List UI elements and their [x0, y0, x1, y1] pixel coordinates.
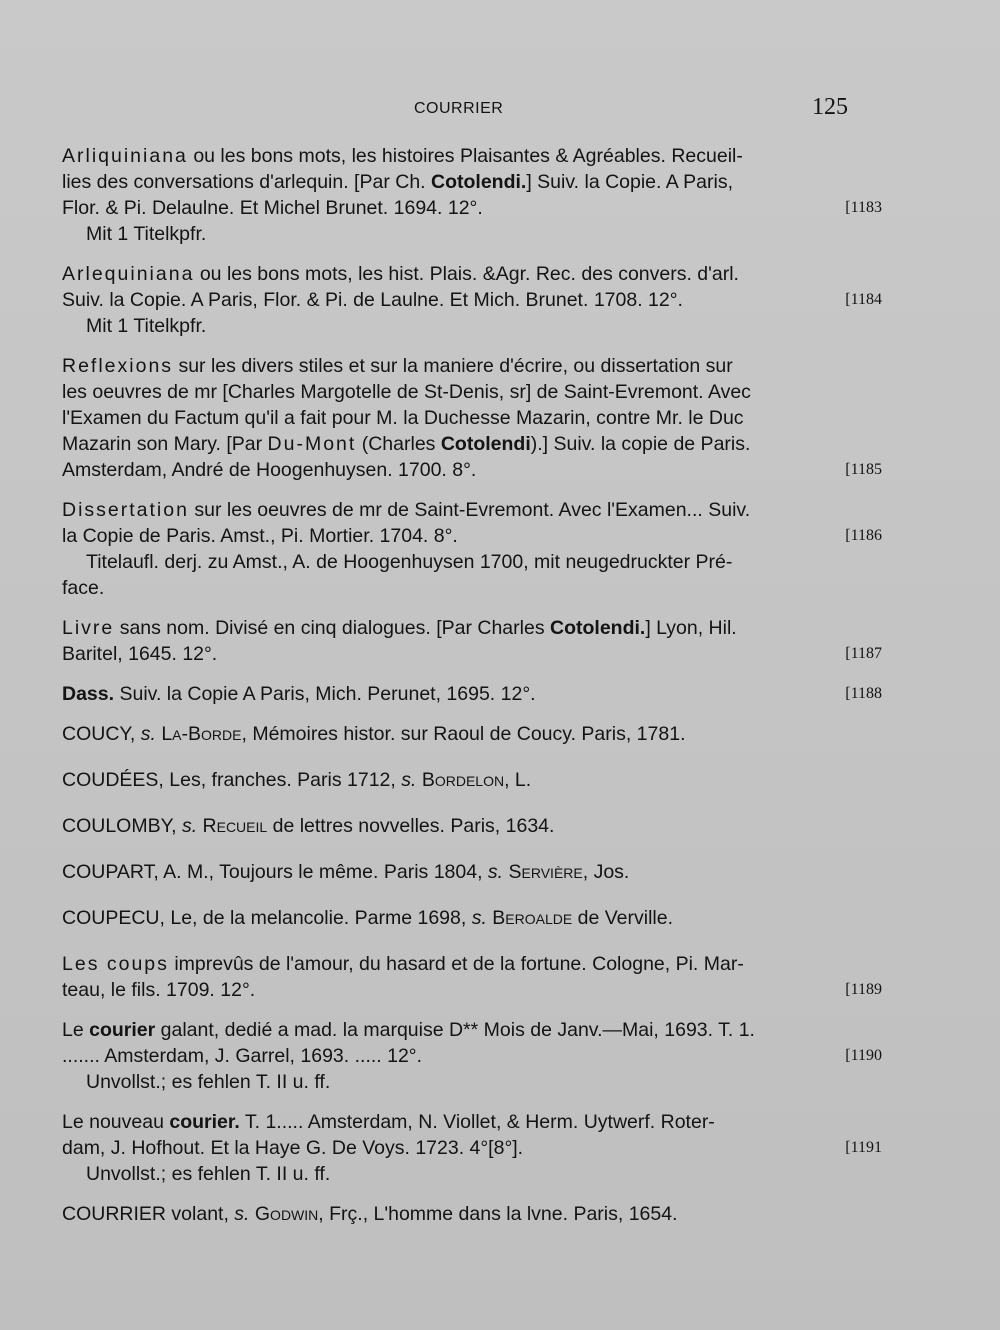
entry-note: Unvollst.; es fehlen T. II u. ff. — [86, 1071, 331, 1093]
entry-number: [1186 — [845, 527, 882, 544]
entry-1186: Dissertation sur les oeuvres de mr de Saint-Evremont. Avec l'Examen... Suiv. la Copie de Paris. Amst., Pi. Mortier. 1704. 8°. [1186 Titelaufl. derj. zu Amst., A. de Hoogenhuysen 1700, mit neugedruckter Pré- face. — [62, 499, 882, 599]
entry-1183: Arliquiniana ou les bons mots, les histoires Plaisantes & Agréables. Recueil- lies des conversations d'arlequin. [Par Ch. Cotolendi.] Suiv. la Copie. A Paris, Flor. & Pi. Delaulne. Et Michel Brunet. 1694. 12°. [1183 Mit 1 Titelkpfr. — [62, 145, 882, 245]
entry-coupecu: COUPECU, Le, de la melancolie. Parme 1698, s. Beroalde de Verville. — [62, 907, 674, 929]
bibliography-entries — [62, 143, 882, 1241]
entry-number: [1183 — [845, 199, 882, 216]
entry-number: [1184 — [845, 291, 882, 308]
entry-note: Mit 1 Titelkpfr. — [86, 315, 207, 337]
entry-1187: Livre sans nom. Divisé en cinq dialogues. [Par Charles Cotolendi.] Lyon, Hil. Baritel, 1645. 12°. [1187 — [62, 617, 882, 665]
entry-number: [1191 — [845, 1139, 882, 1156]
entry-coudees: COUDÉES, Les, franches. Paris 1712, s. Bordelon, L. — [62, 769, 532, 791]
entry-number: [1190 — [845, 1047, 882, 1064]
page-number: 125 — [812, 94, 848, 120]
entry-coulomby: COULOMBY, s. Recueil de lettres novvelles. Paris, 1634. — [62, 815, 555, 837]
entry-note: Titelaufl. derj. zu Amst., A. de Hoogenhuysen 1700, mit neugedruckter Pré- — [86, 551, 733, 573]
entry-coucy: COUCY, s. La-Borde, Mémoires histor. sur Raoul de Coucy. Paris, 1781. — [62, 723, 686, 745]
entry-note: Unvollst.; es fehlen T. II u. ff. — [86, 1163, 331, 1185]
entry-1184: Arlequiniana ou les bons mots, les hist. Plais. &Agr. Rec. des convers. d'arl. Suiv. la Copie. A Paris, Flor. & Pi. de Laulne. Et Mich. Brunet. 1708. 12°. [1184 Mit 1 Titelkpfr. — [62, 263, 882, 337]
entry-coupart: COUPART, A. M., Toujours le même. Paris 1804, s. Servière, Jos. — [62, 861, 630, 883]
entry-number: [1189 — [845, 981, 882, 998]
entry-1188: Dass. Suiv. la Copie A Paris, Mich. Perunet, 1695. 12°. [1188 — [62, 683, 882, 705]
entry-number: [1185 — [845, 461, 882, 478]
entry-1190: Le courier galant, dedié a mad. la marquise D** Mois de Janv.—Mai, 1693. T. 1. ....... Amsterdam, J. Garrel, 1693. ..... 12°. [1190 Unvollst.; es fehlen T. II u. ff. — [62, 1019, 882, 1093]
entry-number: [1188 — [845, 685, 882, 702]
entry-1189: Les coups imprevûs de l'amour, du hasard et de la fortune. Cologne, Pi. Mar- teau, le fils. 1709. 12°. [1189 — [62, 953, 882, 1001]
entry-number: [1187 — [845, 645, 882, 662]
entry-1185: Reflexions sur les divers stiles et sur la maniere d'écrire, ou dissertation sur les oeuvres de mr [Charles Margotelle de St-Denis, sr] de Saint-Evremont. Avec l'Examen du Factum qu'il a fait pour M. la Duchesse Mazarin, contre Mr. le Duc Mazarin son Mary. [Par Du-Mont (Charles Cotolendi).] Suiv. la copie de Paris. Amsterdam, André de Hoogenhuysen. 1700. 8°. [1185 — [62, 355, 882, 481]
running-title: COURRIER — [414, 100, 504, 117]
entry-1191: Le nouveau courier. T. 1..... Amsterdam, N. Viollet, & Herm. Uytwerf. Roter- dam, J. Hofhout. Et la Haye G. De Voys. 1723. 4°[8°]. [1191 Unvollst.; es fehlen T. II u. ff. — [62, 1111, 882, 1185]
entry-courrier-volant: COURRIER volant, s. Godwin, Frç., L'homme dans la lvne. Paris, 1654. — [62, 1203, 678, 1225]
entry-note: Mit 1 Titelkpfr. — [86, 223, 207, 245]
